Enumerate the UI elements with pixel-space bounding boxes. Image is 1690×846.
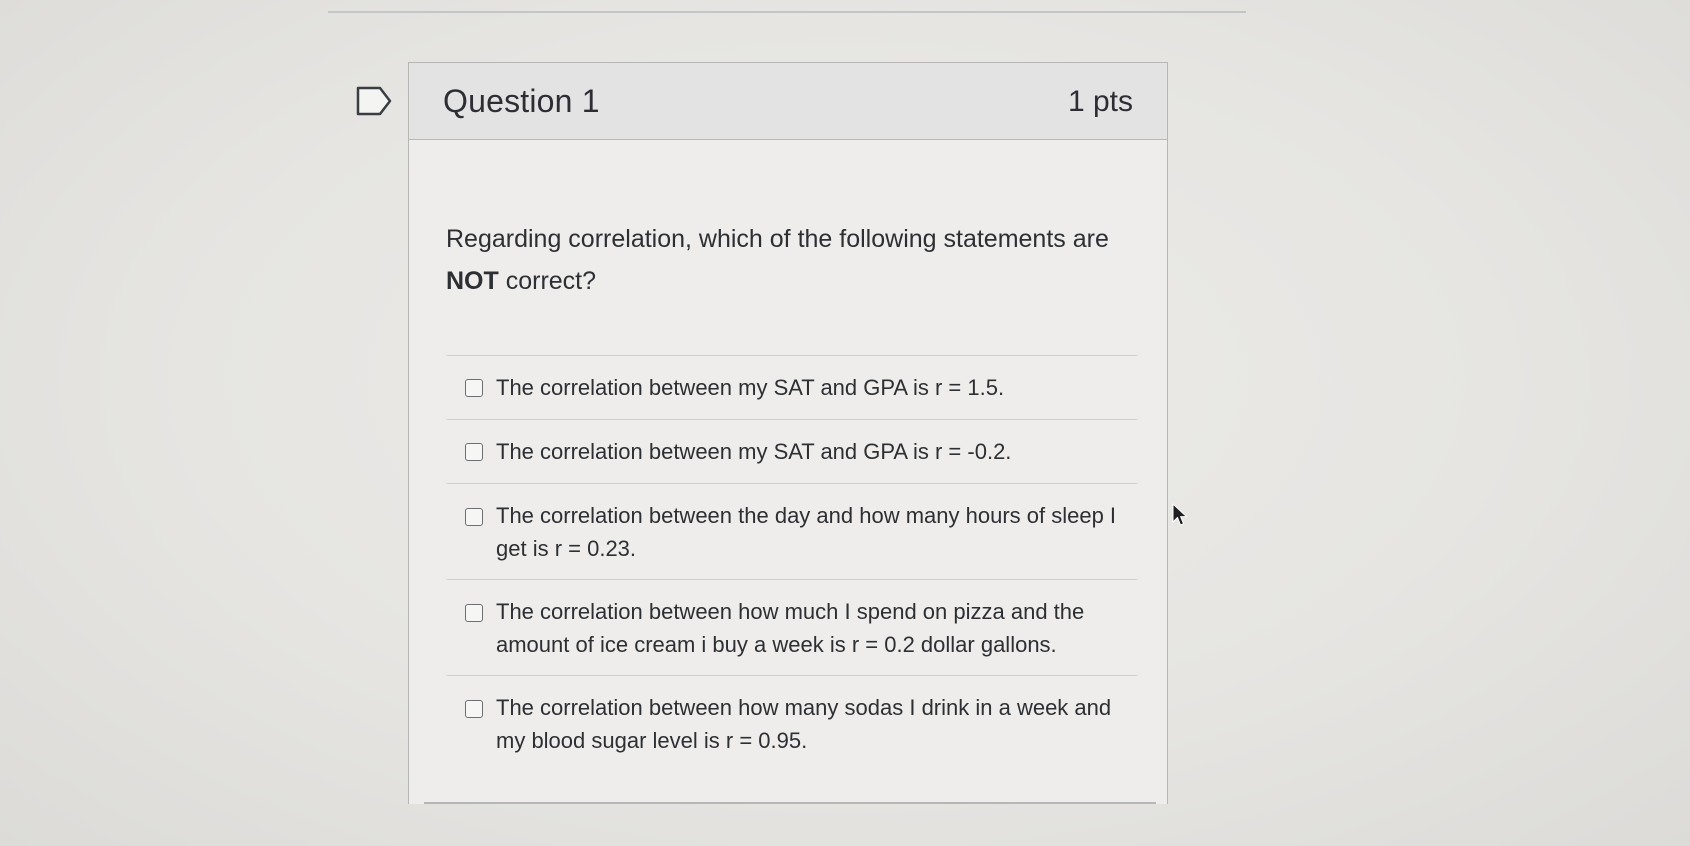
answer-label: The correlation between my SAT and GPA is r = 1.5. (496, 375, 1005, 400)
question-prompt (446, 218, 1136, 302)
prompt-text-end: correct? (498, 267, 597, 295)
answer-label: The correlation between the day and how many hours of sleep I get is r = 0.23. (496, 503, 1117, 561)
question-title: Question 1 (443, 83, 600, 119)
bookmark-flag-icon[interactable] (356, 86, 392, 116)
answer-option-3[interactable] (447, 483, 1137, 579)
answer-label: The correlation between how many sodas I drink in a week and my blood sugar level is r = 0.95. (496, 695, 1112, 753)
answer-option-1[interactable] (447, 355, 1137, 419)
answer-label: The correlation between my SAT and GPA is r = -0.2. (496, 439, 1012, 464)
checkbox-icon[interactable] (465, 379, 483, 397)
prompt-emphasis: NOT (446, 267, 499, 295)
question-header (409, 63, 1167, 140)
answer-label: The correlation between how much I spend on pizza and the amount of ice cream i buy a week is r = 0.2 dollar gallons. (496, 599, 1085, 657)
prompt-text-start: Regarding correlation, which of the following statements are (446, 225, 1109, 253)
answer-option-5[interactable] (447, 675, 1137, 771)
checkbox-icon[interactable] (465, 443, 483, 461)
answers-list (447, 355, 1137, 771)
card-bottom-border (424, 802, 1156, 804)
checkbox-icon[interactable] (465, 508, 483, 526)
mouse-pointer-icon (1172, 503, 1188, 527)
checkbox-icon[interactable] (465, 700, 483, 718)
checkbox-icon[interactable] (465, 604, 483, 622)
answer-option-4[interactable] (447, 579, 1137, 675)
question-points: 1 pts (1067, 85, 1133, 118)
top-divider (328, 11, 1246, 13)
question-card (408, 62, 1168, 804)
answer-option-2[interactable] (447, 419, 1137, 483)
